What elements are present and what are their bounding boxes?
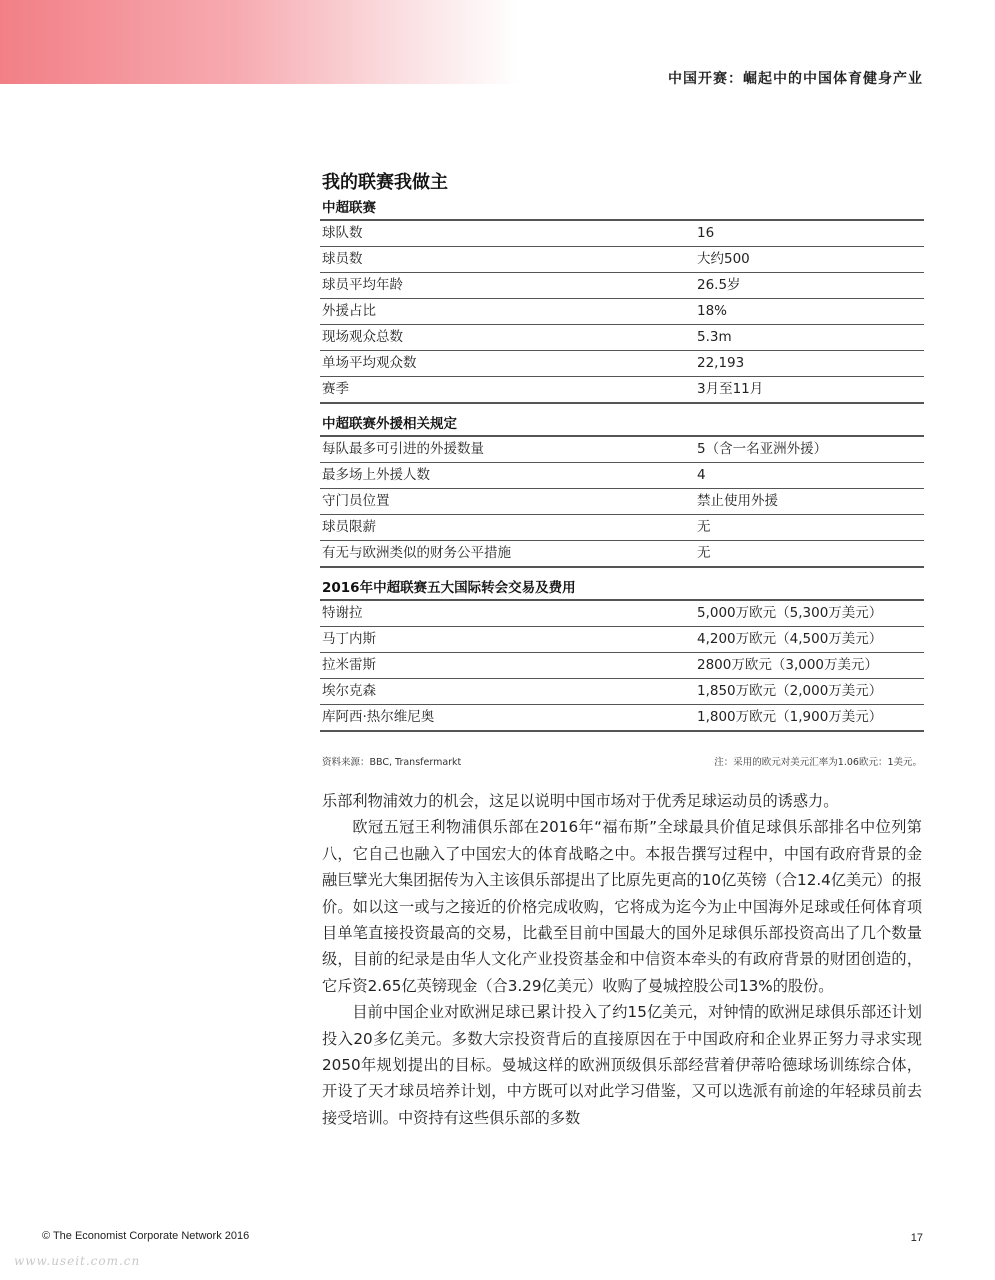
row-label: 球员平均年龄 [322,277,403,293]
table-row [320,351,924,377]
row-value: 16 [697,225,715,241]
row-value: 26.5岁 [697,277,741,293]
row-value: 22,193 [697,355,745,371]
row-value: 4,200万欧元（4,500万美元） [697,631,883,647]
table-foreign-player-rules [320,415,924,568]
table-row [320,489,924,515]
row-label: 外援占比 [322,303,376,319]
row-label: 埃尔克森 [322,683,376,699]
row-value: 无 [697,545,711,561]
row-value: 18% [697,303,728,319]
table-top-transfers-2016 [320,579,924,732]
row-label: 球队数 [322,225,363,241]
row-value: 禁止使用外援 [697,493,778,509]
row-label: 马丁内斯 [322,631,376,647]
table-heading: 中超联赛外援相关规定 [320,415,924,437]
table-csl-overview [320,199,924,404]
data-tables [320,199,924,743]
row-value: 1,850万欧元（2,000万美元） [697,683,883,699]
row-label: 守门员位置 [322,493,390,509]
row-label: 单场平均观众数 [322,355,417,371]
table-row [320,679,924,705]
header-gradient-band [0,0,520,84]
table-row [320,627,924,653]
row-label: 球员数 [322,251,363,267]
table-heading: 中超联赛 [320,199,924,221]
table-row [320,247,924,273]
paragraph: 乐部利物浦效力的机会，这足以说明中国市场对于优秀足球运动员的诱惑力。 [322,792,839,810]
table-row [320,515,924,541]
table-row [320,221,924,247]
site-watermark: www.useit.com.cn [14,1254,141,1268]
table-row [320,653,924,679]
article-body [322,788,922,1131]
table-row [320,299,924,325]
table-row [320,463,924,489]
row-value: 大约500 [697,251,750,267]
exchange-rate-note: 注：采用的欧元对美元汇率为1.06欧元：1美元。 [714,757,922,768]
row-label: 库阿西·热尔维尼奥 [322,709,435,725]
row-label: 赛季 [322,381,349,397]
table-row [320,705,924,732]
row-value: 1,800万欧元（1,900万美元） [697,709,883,725]
row-label: 拉米雷斯 [322,657,376,673]
row-value: 5（含一名亚洲外援） [697,441,828,457]
row-label: 最多场上外援人数 [322,467,430,483]
table-footnotes [322,754,922,768]
table-row [320,273,924,299]
running-header-title: 中国开赛：崛起中的中国体育健身产业 [668,71,923,87]
table-heading: 2016年中超联赛五大国际转会交易及费用 [320,579,924,601]
row-label: 特谢拉 [322,605,363,621]
table-row [320,325,924,351]
table-row [320,377,924,404]
page-number: 17 [910,1232,923,1244]
row-label: 球员限薪 [322,519,376,535]
paragraph: 目前中国企业对欧洲足球已累计投入了约15亿美元，对钟情的欧洲足球俱乐部还计划投入20多亿美元。多数大宗投资背后的直接原因在于中国政府和企业界正努力寻求实现2050年规划提出的目标。曼城这样的欧洲顶级俱乐部经营着伊蒂哈德球场训练综合体，开设了天才球员培养计划，中方既可以对此学习借鉴，又可以选派有前途的年轻球员前去接受培训。中资持有这些俱乐部的多数 [322,1003,922,1127]
source-note: 资料来源：BBC, Transfermarkt [322,757,462,768]
row-value: 4 [697,467,706,483]
row-label: 有无与欧洲类似的财务公平措施 [322,545,511,561]
section-title: 我的联赛我做主 [322,172,448,193]
paragraph: 欧冠五冠王利物浦俱乐部在2016年“福布斯”全球最具价值足球俱乐部排名中位列第八，它自己也融入了中国宏大的体育战略之中。本报告撰写过程中，中国有政府背景的金融巨擘光大集团据传为入主该俱乐部提出了比原先更高的10亿英镑（合12.4亿美元）的报价。如以这一或与之接近的价格完成收购，它将成为迄今为止中国海外足球或任何体育项目单笔直接投资最高的交易，比截至目前中国最大的国外足球俱乐部投资高出了几个数量级，目前的纪录是由华人文化产业投资基金和中信资本牵头的有政府背景的财团创造的，它斥资2.65亿英镑现金（合3.29亿美元）收购了曼城控股公司13%的股份。 [322,818,922,995]
row-value: 3月至11月 [697,381,764,397]
row-value: 5,000万欧元（5,300万美元） [697,605,883,621]
table-row [320,601,924,627]
row-label: 每队最多可引进的外援数量 [322,441,484,457]
row-value: 2800万欧元（3,000万美元） [697,657,879,673]
row-label: 现场观众总数 [322,329,403,345]
copyright-notice: © The Economist Corporate Network 2016 [42,1230,250,1242]
row-value: 5.3m [697,329,732,345]
table-row [320,541,924,568]
table-row [320,437,924,463]
row-value: 无 [697,519,711,535]
